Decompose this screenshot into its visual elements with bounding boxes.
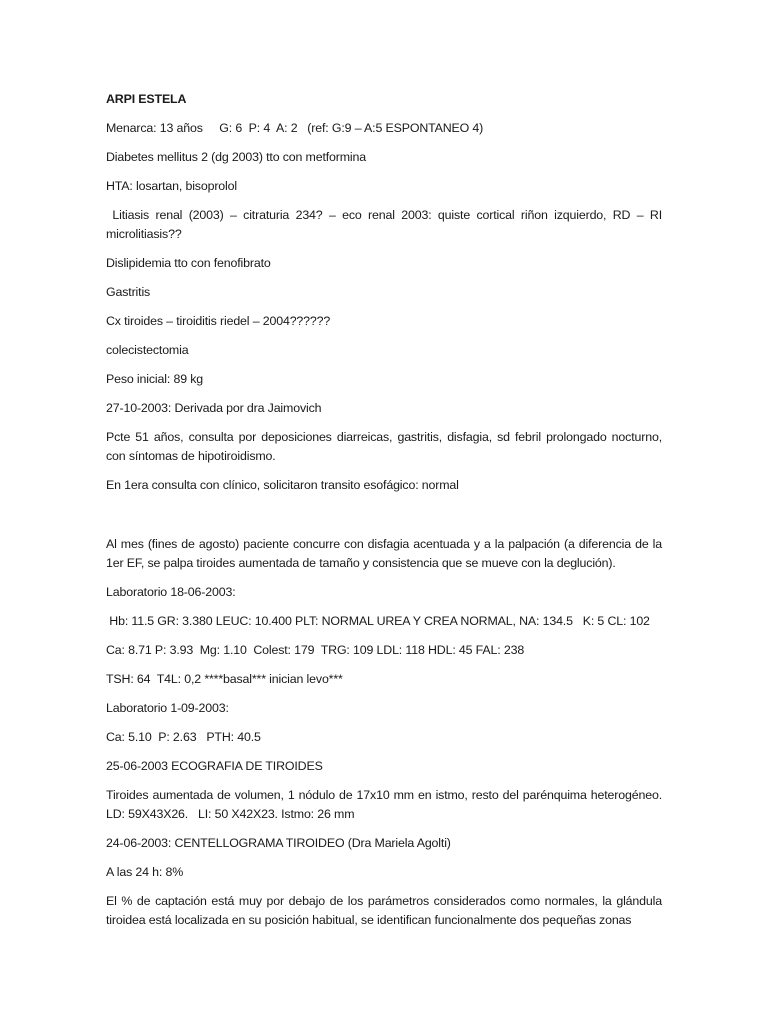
paragraph-litiasis: Litiasis renal (2003) – citraturia 234? – eco renal 2003: quiste cortical riñon izquierdo, RD – RI microlitiasis?? xyxy=(106,208,666,241)
paragraph-diabetes: Diabetes mellitus 2 (dg 2003) tto con metformina xyxy=(106,150,367,164)
paragraph-ecografia: Tiroides aumentada de volumen, 1 nódulo de 17x10 mm en istmo, resto del parénquima heterogéneo. LD: 59X43X26. LI: 50 X42X23. Istmo: 26 mm xyxy=(106,788,666,821)
paragraph-interpretacion: El % de captación está muy por debajo de los parámetros considerados como normales, la glándula tiroidea está localizada en su posición habitual, se identifican funcionalmente dos pequeñas zonas xyxy=(106,894,666,927)
paragraph-cx-tiroides: Cx tiroides – tiroiditis riedel – 2004?????? xyxy=(106,314,331,328)
paragraph-primera-consulta: En 1era consulta con clínico, solicitaron transito esofágico: normal xyxy=(106,478,459,492)
paragraph-hemograma: Hb: 11.5 GR: 3.380 LEUC: 10.400 PLT: NORMAL UREA Y CREA NORMAL, NA: 134.5 K: 5 CL: 102 xyxy=(106,614,650,628)
paragraph-gastritis: Gastritis xyxy=(106,285,151,299)
paragraph-laboratorio-1: Laboratorio 18-06-2003: xyxy=(106,585,236,599)
paragraph-ecografia-title: 25-06-2003 ECOGRAFIA DE TIROIDES xyxy=(106,759,323,773)
document-title: ARPI ESTELA xyxy=(106,92,187,106)
paragraph-laboratorio-2: Laboratorio 1-09-2003: xyxy=(106,701,229,715)
paragraph-menarca: Menarca: 13 años G: 6 P: 4 A: 2 (ref: G:9 – A:5 ESPONTANEO 4) xyxy=(106,121,484,135)
paragraph-captacion: A las 24 h: 8% xyxy=(106,865,184,879)
paragraph-peso-inicial: Peso inicial: 89 kg xyxy=(106,372,204,386)
paragraph-colecistectomia: colecistectomia xyxy=(106,343,189,357)
paragraph-tsh: TSH: 64 T4L: 0,2 ****basal*** inician levo*** xyxy=(106,672,343,686)
document-page xyxy=(106,90,666,940)
paragraph-consulta: Pcte 51 años, consulta por deposiciones diarreicas, gastritis, disfagia, sd febril prolongado nocturno, con síntomas de hipotiroidismo. xyxy=(106,430,666,463)
paragraph-al-mes: Al mes (fines de agosto) paciente concurre con disfagia acentuada y a la palpación (a diferencia de la 1er EF, se palpa tiroides aumentada de tamaño y consistencia que se mueve con la deglución). xyxy=(106,537,666,570)
blank-spacer xyxy=(106,505,662,535)
paragraph-centellograma-title: 24-06-2003: CENTELLOGRAMA TIROIDEO (Dra Mariela Agolti) xyxy=(106,836,451,850)
paragraph-bioquimica: Ca: 8.71 P: 3.93 Mg: 1.10 Colest: 179 TRG: 109 LDL: 118 HDL: 45 FAL: 238 xyxy=(106,643,525,657)
paragraph-derivada: 27-10-2003: Derivada por dra Jaimovich xyxy=(106,401,322,415)
paragraph-dislipidemia: Dislipidemia tto con fenofibrato xyxy=(106,256,271,270)
paragraph-hta: HTA: losartan, bisoprolol xyxy=(106,179,237,193)
paragraph-calcio: Ca: 5.10 P: 2.63 PTH: 40.5 xyxy=(106,730,261,744)
